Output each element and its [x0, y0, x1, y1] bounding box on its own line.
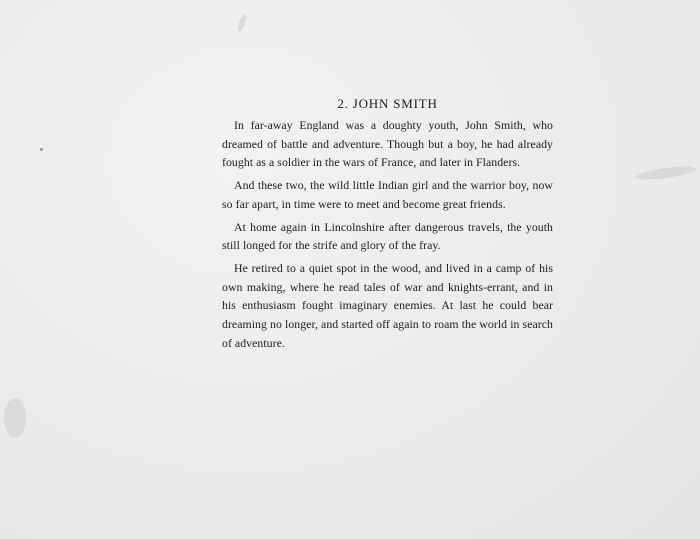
paragraph-3: At home again in Lincolnshire after dangerous travels, the youth still longed for the strife and glory of the fray.: [222, 219, 553, 253]
paper-blemish: [236, 14, 248, 33]
paper-blemish: [636, 164, 697, 182]
paragraph-4: He retired to a quiet spot in the wood, and lived in a camp of his own making, where he read tales of war and knights-errant, and in his enthusiasm fought imaginary enemies. At last he could bear dreaming no longer, and started off again to roam the world in search of adventure.: [222, 260, 553, 350]
chapter-title: 2. JOHN SMITH: [337, 96, 438, 111]
paper-blemish: [40, 148, 43, 151]
paragraph-1: In far-away England was a doughty youth, John Smith, who dreamed of battle and adventure. Though but a boy, he had already fought as a soldier in the wars of France, and later in Flanders.: [222, 118, 553, 170]
text-block: [222, 96, 553, 356]
paragraph-2: And these two, the wild little Indian girl and the warrior boy, now so far apart, in time were to meet and become great friends.: [222, 178, 553, 211]
paper-blemish: [4, 398, 26, 438]
